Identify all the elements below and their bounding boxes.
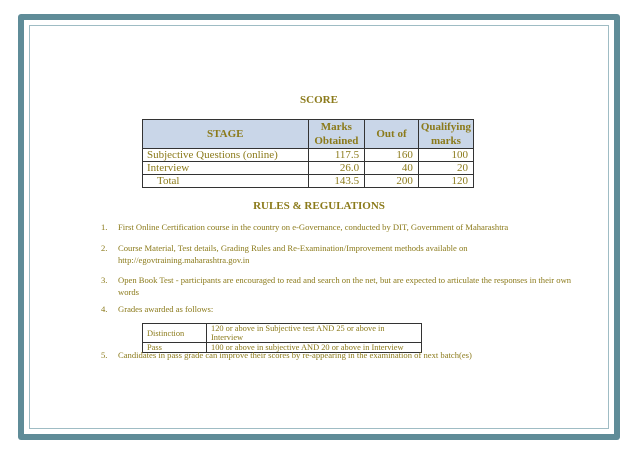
rule-item (101, 275, 578, 298)
row-stage: Subjective Questions (online) (143, 149, 309, 162)
rule-text: First Online Certification course in the country on e-Governance, conducted by DIT, Government of Maharashtra (118, 222, 509, 232)
rule-text: Course Material, Test details, Grading Rules and Re-Examination/Improvement methods available on http://egovtraining.maharashtra.gov.in (118, 243, 468, 265)
rule-item (101, 304, 578, 316)
row-marks: 117.5 (308, 149, 365, 162)
row-out-of: 160 (365, 149, 419, 162)
rule-text: Candidates in pass grade can improve their scores by re-appearing in the examination of next batch(es) (118, 350, 472, 360)
rules-title: RULES & REGULATIONS (253, 200, 385, 212)
page-frame (18, 14, 620, 440)
rule-item (101, 243, 578, 266)
header-out-of: Out of (365, 120, 419, 149)
row-marks: 26.0 (308, 162, 365, 175)
rule-number: 3. (101, 275, 108, 285)
rule-item (101, 222, 578, 234)
rule-number: 4. (101, 304, 108, 314)
grade-row (143, 324, 422, 343)
score-row-interview (143, 162, 474, 175)
rule-number: 2. (101, 243, 108, 253)
rule-number: 5. (101, 350, 108, 360)
score-row-total (143, 175, 474, 188)
row-qualifying: 100 (418, 149, 473, 162)
score-table (142, 119, 474, 188)
score-title: SCORE (300, 94, 338, 106)
row-qualifying: 120 (418, 175, 473, 188)
row-out-of: 40 (365, 162, 419, 175)
grades-table (142, 323, 422, 353)
score-header-row (143, 120, 474, 149)
rule-text: Grades awarded as follows: (118, 304, 214, 314)
header-stage: STAGE (143, 120, 309, 149)
header-marks-obtained: Marks Obtained (308, 120, 365, 149)
grade-name: Pass (143, 343, 207, 353)
header-qualifying-marks: Qualifying marks (418, 120, 473, 149)
row-stage: Interview (143, 162, 309, 175)
score-row-subjective (143, 149, 474, 162)
rule-number: 1. (101, 222, 108, 232)
grade-name: Distinction (143, 324, 207, 343)
row-qualifying: 20 (418, 162, 473, 175)
row-out-of: 200 (365, 175, 419, 188)
rule-item (101, 350, 578, 362)
row-stage: Total (143, 175, 309, 188)
row-marks: 143.5 (308, 175, 365, 188)
grade-criteria: 100 or above in subjective AND 20 or above in Interview (207, 343, 422, 353)
grade-criteria: 120 or above in Subjective test AND 25 or above in Interview (207, 324, 422, 343)
rule-text: Open Book Test - participants are encouraged to read and search on the net, but are expected to articulate the responses in their own words (118, 275, 572, 297)
